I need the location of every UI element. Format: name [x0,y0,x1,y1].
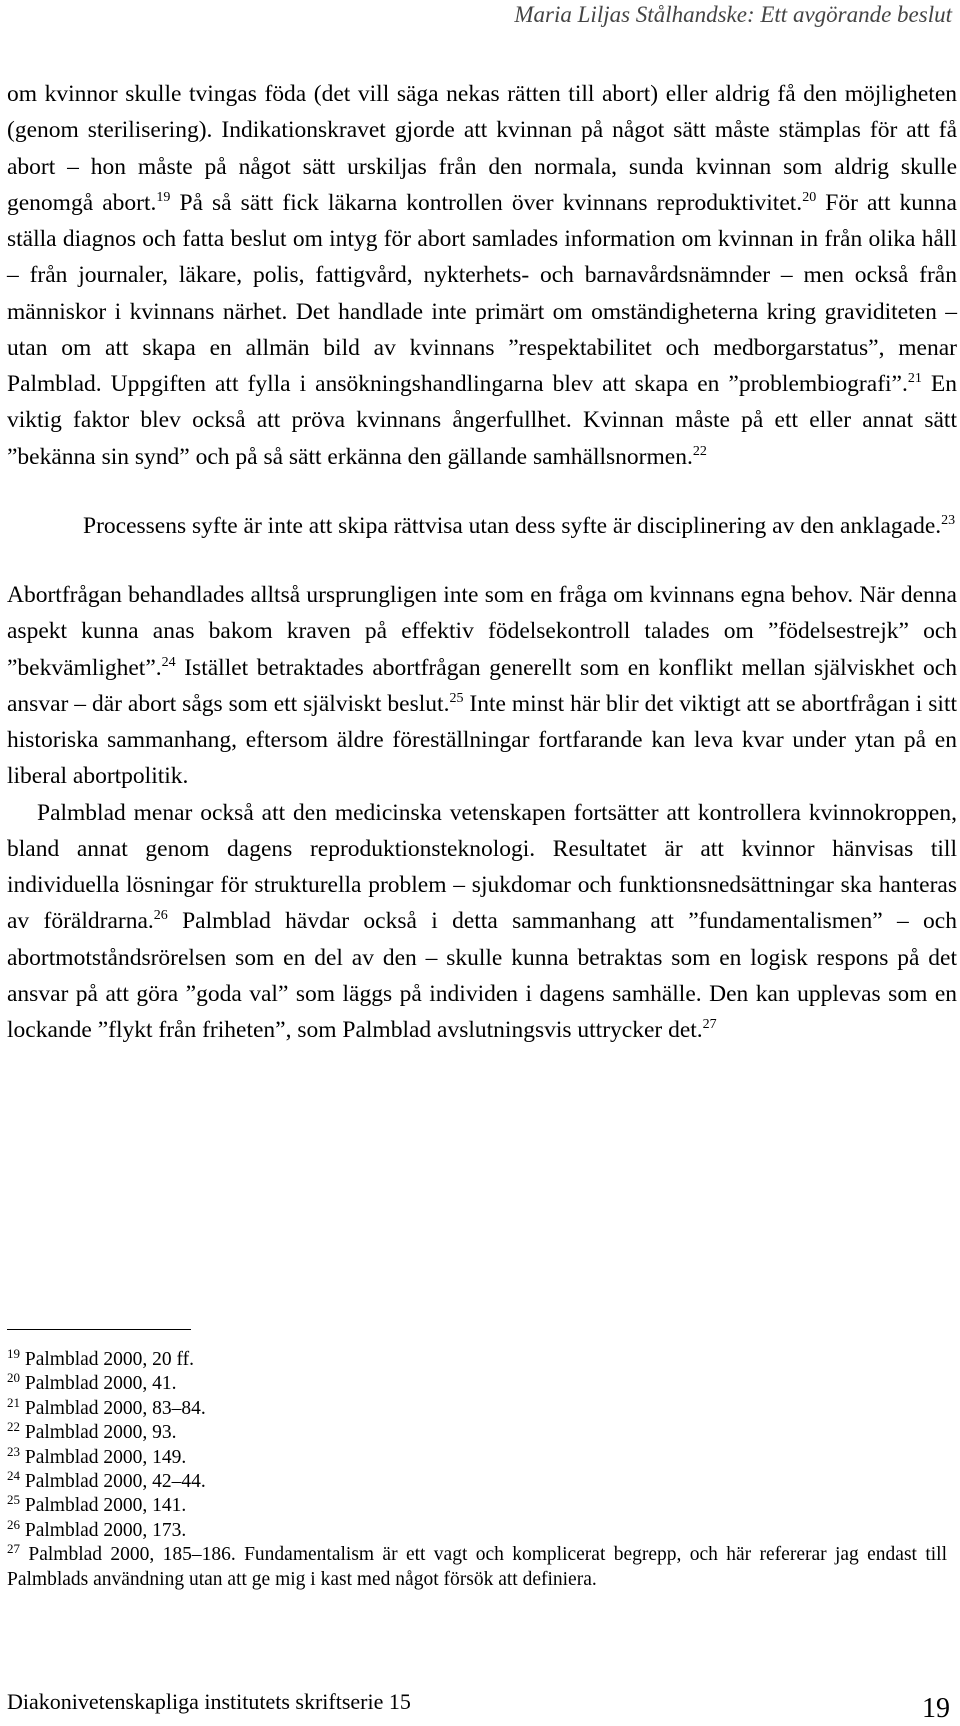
footnote-19 [7,1348,947,1372]
paragraph-4 [7,795,957,1049]
footnote-24 [7,1470,947,1494]
footnote-23 [7,1443,947,1470]
series-footer: Diakonivetenskapliga institutets skriftserie 15 [7,1689,411,1714]
footnote-text: Palmblad 2000, 185–186. Fundamentalism är ett vagt och komplicerat begrepp, och här refererar jag endast till Palmblads användning utan att ge mig i kast med något försök att definiera. [7,1544,947,1590]
footnote-number: 27 [7,1541,20,1557]
body-text [7,76,957,1048]
footnote-ref-23[interactable]: 23 [941,512,956,528]
footnote-text: Palmblad 2000, 41. [24,1373,177,1395]
footnote-number: 26 [7,1516,20,1532]
running-header: Maria Liljas Stålhandske: Ett avgörande beslut [514,2,952,27]
footnote-number: 22 [7,1419,20,1435]
footnote-number: 20 [7,1370,20,1386]
footnote-22 [7,1421,947,1445]
footnote-ref-21[interactable]: 21 [907,371,922,386]
footnote-text: Palmblad 2000, 93. [24,1422,177,1444]
text-segment: På så sätt fick läkarna kontrollen över kvinnans reproduktivitet. [170,189,803,216]
footnote-number: 23 [7,1443,20,1459]
text-segment: Processens syfte är inte att skipa rättvisa utan dess syfte är disciplinering av den anklagade. [83,512,942,539]
footnote-number: 24 [7,1468,20,1484]
footnote-text: Palmblad 2000, 20 ff. [24,1349,195,1370]
text-segment: Palmblad hävdar också i detta sammanhang att ”fundamentalismen” – och abortmotståndsrörelsen som en del av den – skulle kunna betraktas som en logisk respons på det ansvar på att göra ”goda val” som läggs på individen i dagens samhälle. Den kan upplevas som en lockande ”flykt från friheten”, som Palmblad avslutningsvis uttrycker det. [7,908,957,1043]
text-segment: om kvinnor skulle tvingas föda (det vill säga nekas rätten till abort) eller aldrig få den möjligheten (genom sterilisering). Indikationskravet gjorde att kvinnan på något sätt måste stämplas för att få abort – hon måste på något sätt urskiljas från den normala, sunda kvinnan som aldrig skulle genomgå abort. [7,81,957,216]
footnote-ref-20[interactable]: 20 [802,189,817,205]
footnote-20 [7,1372,947,1396]
footnote-ref-26[interactable]: 26 [153,908,168,924]
footnote-25 [7,1494,947,1518]
footnote-text: Palmblad 2000, 83–84. [24,1397,206,1419]
block-quote [83,508,957,544]
footnote-text: Palmblad 2000, 173. [24,1519,187,1541]
footnote-text: Palmblad 2000, 149. [24,1446,187,1468]
footnote-text: Palmblad 2000, 42–44. [24,1471,206,1493]
footnotes [7,1348,947,1592]
footnote-number: 25 [7,1492,20,1508]
paragraph-3 [7,577,957,795]
text-segment: Inte minst här blir det viktigt att se abortfrågan i sitt historiska sammanhang, eftersom äldre föreställningar fortfarande kan leva kvar under ytan på en liberal abortpolitik. [7,690,957,790]
footnote-27 [7,1543,947,1592]
footnote-number: 21 [7,1394,20,1410]
text-segment: För att kunna ställa diagnos och fatta beslut om intyg för abort samlades information om kvinnan in från olika håll – från journaler, läkare, polis, fattigvård, nykterhets- och barnavårdsnämnder – men också från människor i kvinnans närhet. Det handlade inte primärt om omständigheterna kring graviditeten – utan om att skapa en allmän bild av kvinnans ”respektabilitet och medborgarstatus”, menar Palmblad. Uppgiften att fylla i ansökningshandlingarna blev att skapa en ”problembiografi”. [7,189,957,397]
footnote-divider [7,1329,191,1330]
text-segment: Istället betraktades abortfrågan generellt som en konflikt mellan själviskhet och ansvar – där abort sågs som ett själviskt beslut. [7,654,957,717]
footnote-number: 19 [7,1346,20,1361]
text-segment: Abortfrågan behandlades alltså ursprungligen inte som en fråga om kvinnans egna behov. När denna aspekt kunna anas bakom kraven på effektiv födelsekontroll talades om ”födelsestrejk” och ”bekvämlighet”. [7,582,957,681]
text-segment: En viktig faktor blev också att pröva kvinnans ångerfullhet. Kvinnan måste på ett eller annat sätt ”bekänna sin synd” och på så sätt erkänna den gällande samhällsnormen. [7,371,957,470]
page-number: 19 [922,1693,950,1724]
footnote-21 [7,1394,947,1421]
footnote-ref-22[interactable]: 22 [692,443,707,459]
footnote-ref-24[interactable]: 24 [161,654,176,670]
text-segment: Palmblad menar också att den medicinska vetenskapen fortsätter att kontrollera kvinnokroppen, bland annat genom dagens reproduktionsteknologi. Resultatet är att kvinnor hänvisas till individuella lösningar för strukturella problem – sjukdomar och funktionsnedsättningar ska hanteras av föräldrarna. [7,799,957,935]
footnote-ref-19[interactable]: 19 [156,189,171,205]
footnote-text: Palmblad 2000, 141. [24,1495,187,1517]
paragraph-1 [7,76,957,475]
footnote-ref-27[interactable]: 27 [702,1017,717,1032]
footnote-26 [7,1516,947,1543]
footnote-ref-25[interactable]: 25 [449,690,464,706]
